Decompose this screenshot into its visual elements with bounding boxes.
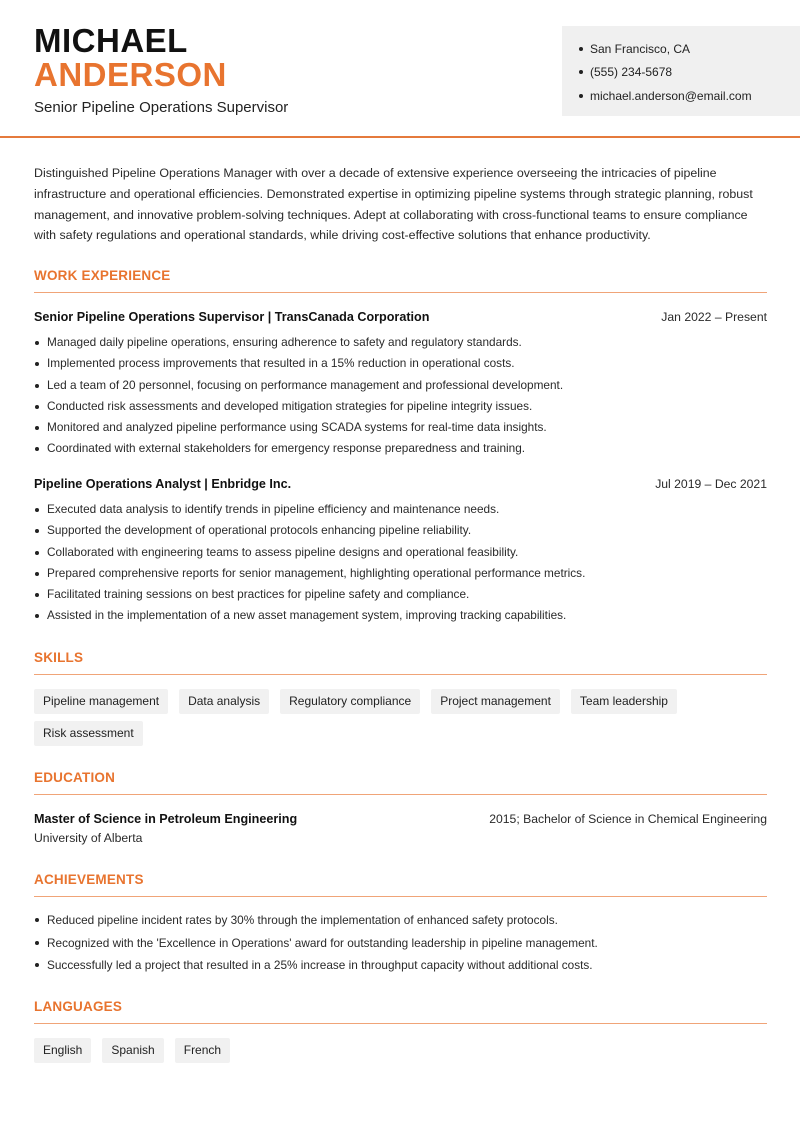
bullet-icon bbox=[579, 70, 583, 74]
section-title-work: WORK EXPERIENCE bbox=[34, 268, 767, 293]
job-title: Senior Pipeline Operations Supervisor bbox=[34, 99, 289, 116]
school-name: University of Alberta bbox=[34, 831, 143, 845]
contact-box bbox=[562, 26, 800, 116]
skill-chip: Team leadership bbox=[571, 689, 677, 714]
job-dates: Jul 2019 – Dec 2021 bbox=[655, 477, 767, 491]
list-item: Supported the development of operational protocols enhancing pipeline reliability. bbox=[34, 520, 767, 541]
contact-phone: (555) 234-5678 bbox=[579, 61, 800, 85]
list-item: Managed daily pipeline operations, ensuring adherence to safety and regulatory standards. bbox=[34, 332, 767, 353]
list-item: Successfully led a project that resulted in a 25% increase in throughput capacity without additional costs. bbox=[34, 954, 767, 977]
list-item: Prepared comprehensive reports for senior management, highlighting operational performance metrics. bbox=[34, 563, 767, 584]
job-bullets bbox=[34, 332, 767, 460]
list-item: Implemented process improvements that resulted in a 15% reduction in operational costs. bbox=[34, 353, 767, 374]
language-chip: English bbox=[34, 1038, 91, 1063]
list-item: Coordinated with external stakeholders for emergency response preparedness and training. bbox=[34, 438, 767, 459]
education-header bbox=[34, 812, 767, 826]
contact-email: michael.anderson@email.com bbox=[579, 84, 800, 108]
list-item: Assisted in the implementation of a new asset management system, improving tracking capabilities. bbox=[34, 605, 767, 626]
first-name: MICHAEL bbox=[34, 22, 188, 59]
degree-extra: 2015; Bachelor of Science in Chemical Engineering bbox=[489, 812, 767, 826]
skills-list bbox=[34, 689, 767, 746]
contact-location: San Francisco, CA bbox=[579, 37, 800, 61]
bullet-icon bbox=[579, 94, 583, 98]
skill-chip: Pipeline management bbox=[34, 689, 168, 714]
languages-list bbox=[34, 1038, 767, 1063]
skill-chip: Regulatory compliance bbox=[280, 689, 420, 714]
job-header bbox=[34, 310, 767, 324]
skill-chip: Risk assessment bbox=[34, 721, 143, 746]
list-item: Executed data analysis to identify trends in pipeline efficiency and maintenance needs. bbox=[34, 499, 767, 520]
job-role: Pipeline Operations Analyst | Enbridge Inc. bbox=[34, 477, 292, 491]
list-item: Led a team of 20 personnel, focusing on performance management and professional development. bbox=[34, 375, 767, 396]
achievements-list bbox=[34, 909, 767, 977]
resume-header bbox=[0, 0, 800, 138]
list-item: Collaborated with engineering teams to assess pipeline designs and operational feasibility. bbox=[34, 542, 767, 563]
job-dates: Jan 2022 – Present bbox=[661, 310, 767, 324]
section-title-education: EDUCATION bbox=[34, 770, 767, 795]
list-item: Conducted risk assessments and developed mitigation strategies for pipeline integrity issues. bbox=[34, 396, 767, 417]
list-item: Recognized with the 'Excellence in Operations' award for outstanding leadership in pipeline management. bbox=[34, 932, 767, 955]
section-title-skills: SKILLS bbox=[34, 650, 767, 675]
job-header bbox=[34, 477, 767, 491]
section-title-languages: LANGUAGES bbox=[34, 999, 767, 1024]
list-item: Monitored and analyzed pipeline performance using SCADA systems for real-time data insights. bbox=[34, 417, 767, 438]
list-item: Reduced pipeline incident rates by 30% through the implementation of enhanced safety protocols. bbox=[34, 909, 767, 932]
summary-paragraph: Distinguished Pipeline Operations Manager with over a decade of extensive experience overseeing the intricacies of pipeline infrastructure and operational efficiencies. Demonstrated expertise in optimizing pipeline systems through strategic planning, robust management, and innovative problem-solving techniques. Adept at collaborating with cross-functional teams to ensure compliance with safety regulations and operational standards, while driving cost-effective solutions that enhance productivity. bbox=[34, 166, 753, 243]
skill-chip: Data analysis bbox=[179, 689, 269, 714]
language-chip: French bbox=[175, 1038, 230, 1063]
section-title-achievements: ACHIEVEMENTS bbox=[34, 872, 767, 897]
language-chip: Spanish bbox=[102, 1038, 163, 1063]
bullet-icon bbox=[579, 47, 583, 51]
degree: Master of Science in Petroleum Engineering bbox=[34, 812, 298, 826]
last-name: ANDERSON bbox=[34, 56, 227, 93]
skill-chip: Project management bbox=[431, 689, 560, 714]
list-item: Facilitated training sessions on best practices for pipeline safety and compliance. bbox=[34, 584, 767, 605]
job-bullets bbox=[34, 499, 767, 627]
job-role: Senior Pipeline Operations Supervisor | TransCanada Corporation bbox=[34, 310, 430, 324]
